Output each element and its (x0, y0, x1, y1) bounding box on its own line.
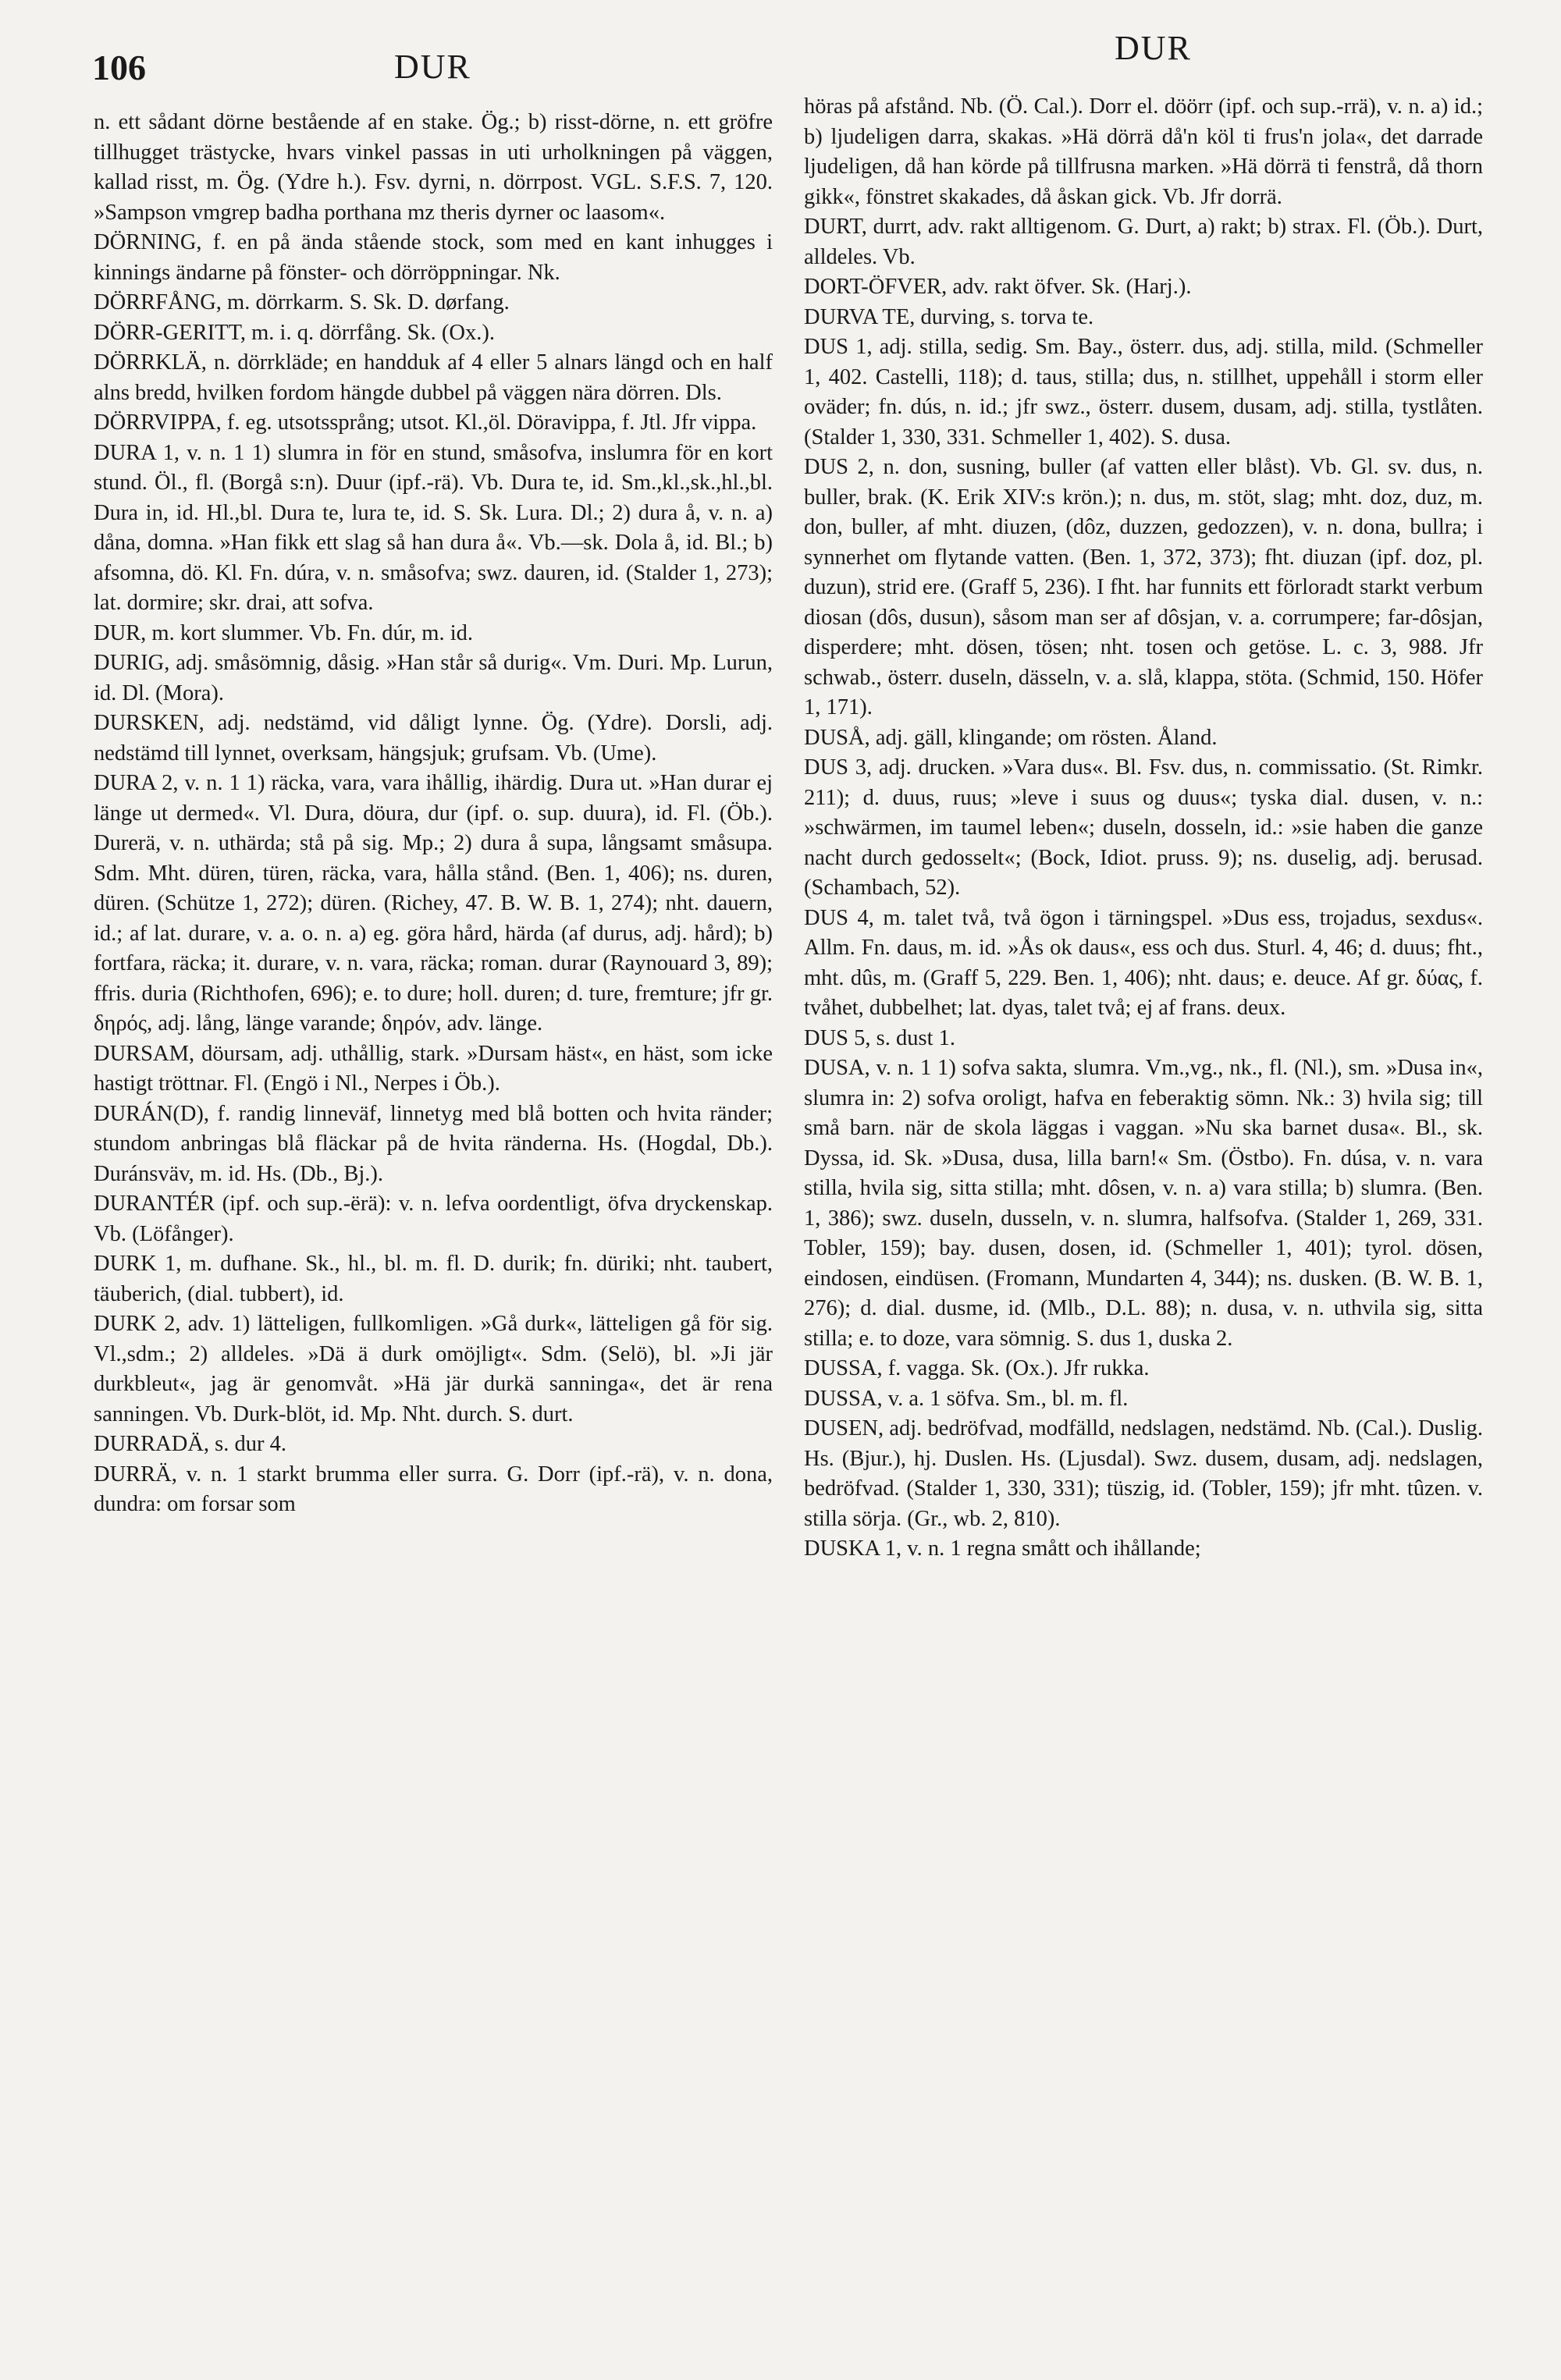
dictionary-entry: DURSAM, döursam, adj. uthållig, stark. »Dursam häst«, en häst, som icke hastigt tröttnar. Fl. (Engö i Nl., Nerpes i Öb.). (94, 1041, 773, 1096)
page-number: 106 (92, 48, 146, 87)
dictionary-entry: n. ett sådant dörne bestående af en stake. Ög.; b) risst-dörne, n. ett gröfre tillhugget trästycke, hvars vinkel passas in uti urholkningen på väggen, kallad risst, m. Ög. (Ydre h.). Fsv. dyrni, n. dörrpost. VGL. S.F.S. 7, 120. »Sampson vmgrep badha porthana mz theris dyrner oc laasom«. (94, 110, 773, 225)
dictionary-entry: DÖRR-GERITT, m. i. q. dörrfång. Sk. (Ox.). (94, 320, 495, 345)
running-head-right: DUR (1115, 29, 1192, 67)
dictionary-entry: DURK 1, m. dufhane. Sk., hl., bl. m. fl. D. durik; fn. düriki; nht. taubert, täuberich, (dial. tubbert), id. (94, 1252, 773, 1306)
dictionary-entry: DURRADÄ, s. dur 4. (94, 1432, 287, 1456)
dictionary-entry: DUS 4, m. talet två, två ögon i tärningspel. »Dus ess, trojadus, sexdus«. Allm. Fn. daus, m. id. »Ås ok daus«, ess och dus. Sturl. 4, 46; d. duus; fht., mht. dûs, m. (Graff 5, 229. Ben. 1, 406); nht. daus; e. deuce. Af gr. δύας, f. tvåhet, dubbelhet; lat. dyas, talet två; ej af frans. deux. (804, 905, 1483, 1020)
right-column (804, 92, 1483, 1565)
dictionary-entry: DÖRRFÅNG, m. dörrkarm. S. Sk. D. dørfang. (94, 290, 510, 314)
dictionary-entry: DUSA, v. n. 1 1) sofva sakta, slumra. Vm.,vg., nk., fl. (Nl.), sm. »Dusa in«, slumra in: 2) sofva oroligt, hafva en feberaktig sömn. Nk.: 3) hvila sig; till små barn. när de skola läggas i vaggan. »Nu ska barnet dusa«. Bl., sk. Dyssa, id. Sk. »Dusa, dusa, lilla barn!« Sm. (Östbo). Fn. dúsa, v. n. vara stilla, hvila sig, sitta stilla; mht. dôsen, v. n. a) vara stilla; b) slumra. (Ben. 1, 386); swz. duseln, dusseln, v. n. slumra, halfsofva. (Stalder 1, 269, 331. Tobler, 159); bay. dusen, dosen, id. (Schmeller 1, 401); tyrol. dösen, eindosen, eindüsen. (Fromann, Mundarten 4, 344); ns. dusken. (B. W. B. 1, 276); d. dial. dusme, id. (Mlb., D.L. 88); n. dusa, v. n. uthvila sig, sitta stilla; e. to doze, vara sömnig. S. dus 1, duska 2. (804, 1056, 1483, 1351)
dictionary-entry: DUS 2, n. don, susning, buller (af vatten eller blåst). Vb. Gl. sv. dus, n. buller, brak. (K. Erik XIV:s krön.); n. dus, m. stöt, slag; mht. doz, duz, m. don, buller, af mht. diuzen, (dôz, duzzen, gedozzen), v. n. dona, bullra; i synnerhet om flytande vatten. (Ben. 1, 372, 373); fht. diuzan (ipf. doz, pl. duzun), strid ere. (Graff 5, 236). I fht. har funnits ett förloradt starkt verbum diosan (dôs, dusun), såsom man ser af dôsjan, v. a. corrumpere; far-dôsjan, disperdere; mht. dösen, tösen; nht. tosen och getöse. L. c. 3, 988. Jfr schwab., österr. duseln, dässeln, v. a. slå, klappa, stöta. (Schmid, 150. Höfer 1, 171). (804, 455, 1483, 719)
dictionary-entry: DÖRNING, f. en på ända stående stock, som med en kant inhugges i kinnings ändarne på fönster- och dörröppningar. Nk. (94, 230, 773, 285)
dictionary-entry: DURA 1, v. n. 1 1) slumra in för en stund, småsofva, inslumra för en kort stund. Öl., fl. (Borgå s:n). Duur (ipf.-rä). Vb. Dura te, id. Sm.,kl.,sk.,hl.,bl. Dura in, id. Hl.,bl. Dura te, lura te, id. S. Sk. Lura. Dl.; 2) dura å, v. n. a) dåna, domna. »Han fikk ett slag så han dura å«. Vb.—sk. Dola å, id. Bl.; b) afsomna, dö. Kl. Fn. dúra, v. n. småsofva; swz. dauren, id. (Stalder 1, 273); lat. dormire; skr. drai, att sofva. (94, 440, 773, 615)
dictionary-entry: DURIG, adj. småsömnig, dåsig. »Han står så durig«. Vm. Duri. Mp. Lurun, id. Dl. (Mora). (94, 651, 773, 705)
left-column (94, 108, 773, 1520)
dictionary-entry: DURRÄ, v. n. 1 starkt brumma eller surra. G. Dorr (ipf.-rä), v. n. dona, dundra: om forsar som (94, 1462, 773, 1516)
dictionary-entry: DUR, m. kort slummer. Vb. Fn. dúr, m. id. (94, 620, 474, 645)
dictionary-entry: DUSEN, adj. bedröfvad, modfälld, nedslagen, nedstämd. Nb. (Cal.). Duslig. Hs. (Bjur.), hj. Duslen. Hs. (Ljusdal). Swz. dusem, dusam, adj. nedslagen, bedröfvad. (Stalder 1, 330, 331); tüszig, id. (Tobler, 159); jfr mht. tûzen. v. stilla sörja. (Gr., wb. 2, 810). (804, 1416, 1483, 1531)
running-head-left: DUR (394, 48, 471, 86)
dictionary-entry: DÖRRVIPPA, f. eg. utsotssprång; utsot. Kl.,öl. Döravippa, f. Jtl. Jfr vippa. (94, 410, 757, 435)
dictionary-entry: DUSSA, f. vagga. Sk. (Ox.). Jfr rukka. (804, 1356, 1150, 1380)
dictionary-entry: DUSSA, v. a. 1 söfva. Sm., bl. m. fl. (804, 1386, 1129, 1411)
dictionary-entry: DUSKA 1, v. n. 1 regna smått och ihållande; (804, 1536, 1201, 1561)
dictionary-entry: DORT-ÖFVER, adv. rakt öfver. Sk. (Harj.). (804, 275, 1192, 299)
dictionary-entry: DURSKEN, adj. nedstämd, vid dåligt lynne. Ög. (Ydre). Dorsli, adj. nedstämd till lynnet, overksam, hängsjuk; grufsam. Vb. (Ume). (94, 711, 773, 766)
dictionary-entry: DUS 5, s. dust 1. (804, 1025, 955, 1050)
dictionary-entry: DUS 3, adj. drucken. »Vara dus«. Bl. Fsv. dus, n. commissatio. (St. Rimkr. 211); d. duus, ruus; »leve i suus og duus«; tyska dial. dusen, v. n.: »schwärmen, im taumel leben«; duseln, dosseln, id.: »sie haben die ganze nacht durch gedosselt«; (Bock, Idiot. pruss. 9); ns. duselig, adj. berusad. (Schambach, 52). (804, 755, 1483, 900)
dictionary-entry: DURVA TE, durving, s. torva te. (804, 304, 1094, 329)
dictionary-entry: DURT, durrt, adv. rakt alltigenom. G. Durt, a) rakt; b) strax. Fl. (Öb.). Durt, alldeles. Vb. (804, 215, 1483, 269)
dictionary-entry: DÖRRKLÄ, n. dörrkläde; en handduk af 4 eller 5 alnars längd och en half alns bredd, hvilken fordom hängde dubbel på väggen nära dörren. Dls. (94, 350, 773, 405)
dictionary-entry: DURA 2, v. n. 1 1) räcka, vara, vara ihållig, ihärdig. Dura ut. »Han durar ej länge ut dermed«. Vl. Dura, döura, dur (ipf. o. sup. duura), id. Fl. (Öb.). Durerä, v. n. uthärda; stå på sig. Mp.; 2) dura å supa, långsamt småsupa. Sdm. Mht. düren, türen, räcka, vara, hålla stånd. (Ben. 1, 406); ns. duren, düren. (Schütze 1, 272); düren. (Richey, 47. B. W. B. 1, 274); nht. dauern, id.; af lat. durare, v. a. o. n. a) eg. göra hård, härda (af durus, adj. hård); b) fortfara, räcka; it. durare, v. n. vara, räcka; roman. durar (Raynouard 3, 89); ffris. duria (Richthofen, 696); e. to dure; holl. duren; d. ture, fremture; jfr gr. δηρός, adj. lång, länge varande; δηρόν, adv. länge. (94, 771, 773, 1035)
dictionary-entry: höras på afstånd. Nb. (Ö. Cal.). Dorr el. döörr (ipf. och sup.-rrä), v. n. a) id.; b) ljudeligen darra, skakas. »Hä dörrä då'n köl ti frus'n jola«, det darrade ljudeligen, då han körde på tillfrusna marken. »Hä dörrä ti fenstrå, då thorn gikk«, fönstret skakades, då åskan gick. Vb. Jfr dorrä. (804, 94, 1483, 209)
dictionary-entry: DUSÅ, adj. gäll, klingande; om rösten. Åland. (804, 725, 1218, 750)
dictionary-entry: DURÁN(D), f. randig linneväf, linnetyg med blå botten och hvita ränder; stundom anbringas blå fläckar på de hvita ränderna. Hs. (Hogdal, Db.). Duránsväv, m. id. Hs. (Db., Bj.). (94, 1101, 773, 1186)
dictionary-entry: DURANTÉR (ipf. och sup.-ërä): v. n. lefva oordentligt, öfva dryckenskap. Vb. (Löfånger). (94, 1192, 773, 1246)
dictionary-entry: DURK 2, adv. 1) lätteligen, fullkomligen. »Gå durk«, lätteligen gå för sig. Vl.,sdm.; 2) alldeles. »Dä ä durk omöjligt«. Sdm. (Selö), bl. »Ji jär durkbleut«, jag är genomvåt. »Hä jär durkä sanninga«, det är rena sanningen. Vb. Durk-blöt, id. Mp. Nht. durch. S. durt. (94, 1312, 773, 1426)
dictionary-entry: DUS 1, adj. stilla, sedig. Sm. Bay., österr. dus, adj. stilla, mild. (Schmeller 1, 402. Castelli, 118); d. taus, stilla; dus, n. stillhet, uppehåll i storm eller oväder; fn. dús, n. id.; jfr swz., österr. dusem, dusam, adj. stilla, tystlåten. (Stalder 1, 330, 331. Schmeller 1, 402). S. dusa. (804, 335, 1483, 449)
